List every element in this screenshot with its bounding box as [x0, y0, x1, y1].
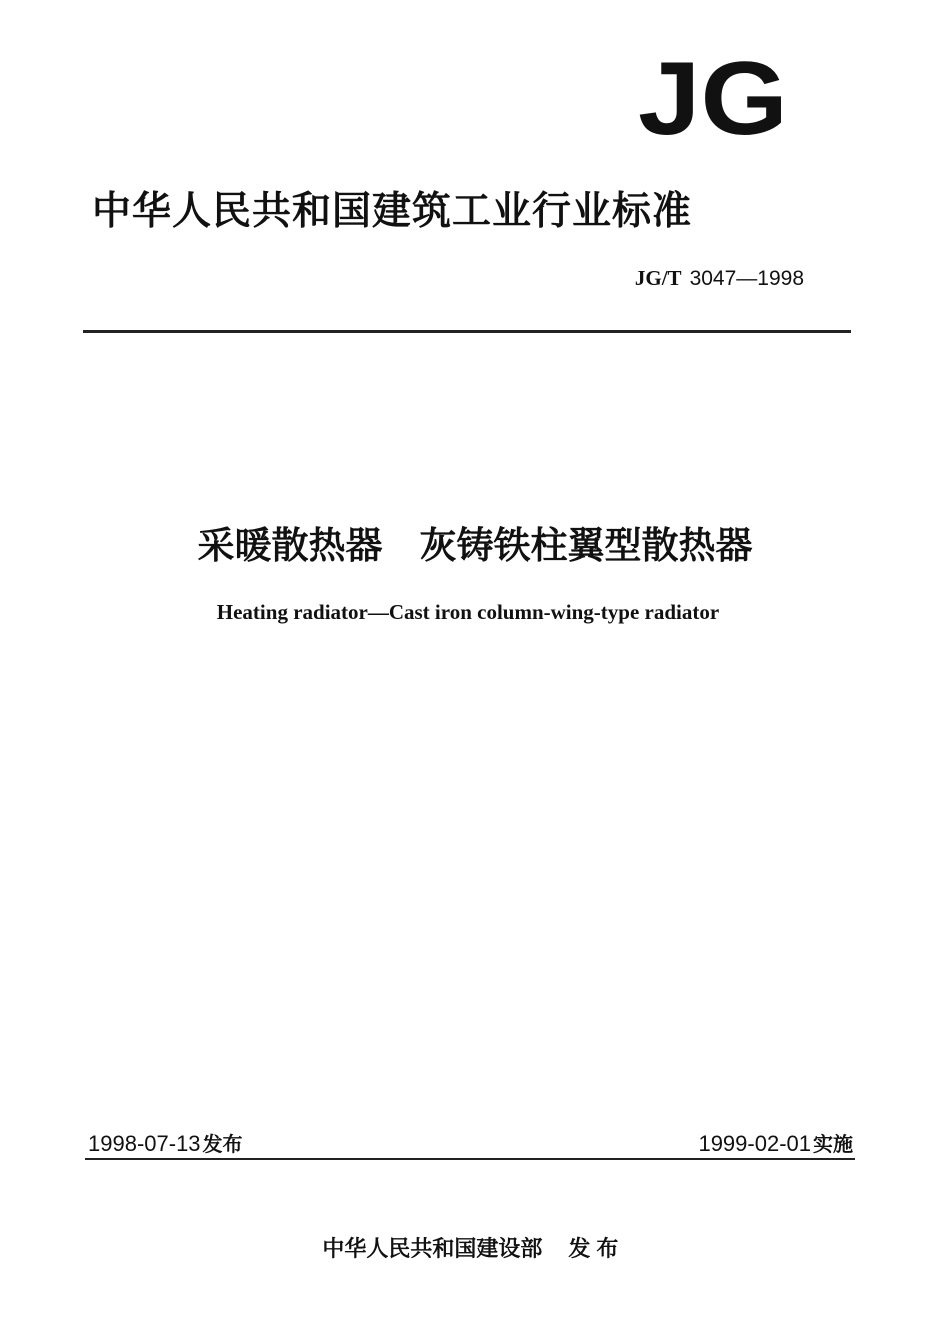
implement-date-block	[698, 1128, 853, 1157]
implement-date: 1999-02-01	[698, 1131, 811, 1156]
logo-text: JG	[638, 58, 788, 138]
bottom-divider	[85, 1158, 855, 1160]
issue-date-block	[88, 1128, 243, 1157]
publisher-name: 中华人民共和国建设部	[322, 1237, 543, 1262]
publisher-action: 发布	[568, 1237, 625, 1262]
standard-code	[635, 266, 804, 291]
standard-code-number: 3047—1998	[689, 267, 804, 290]
title-english: Heating radiator—Cast iron column-wing-type radiator	[216, 600, 720, 624]
title-chinese: 采暖散热器 灰铸铁柱翼型散热器	[197, 524, 753, 567]
issue-label: 发布	[202, 1132, 243, 1156]
org-title: 中华人民共和国建筑工业行业标准	[92, 189, 693, 234]
issue-date: 1998-07-13	[88, 1131, 201, 1156]
jg-logo	[637, 58, 789, 138]
top-divider	[83, 330, 851, 333]
standard-code-prefix: JG/T	[634, 266, 682, 290]
implement-label: 实施	[813, 1132, 853, 1156]
publisher-line	[307, 1207, 624, 1263]
